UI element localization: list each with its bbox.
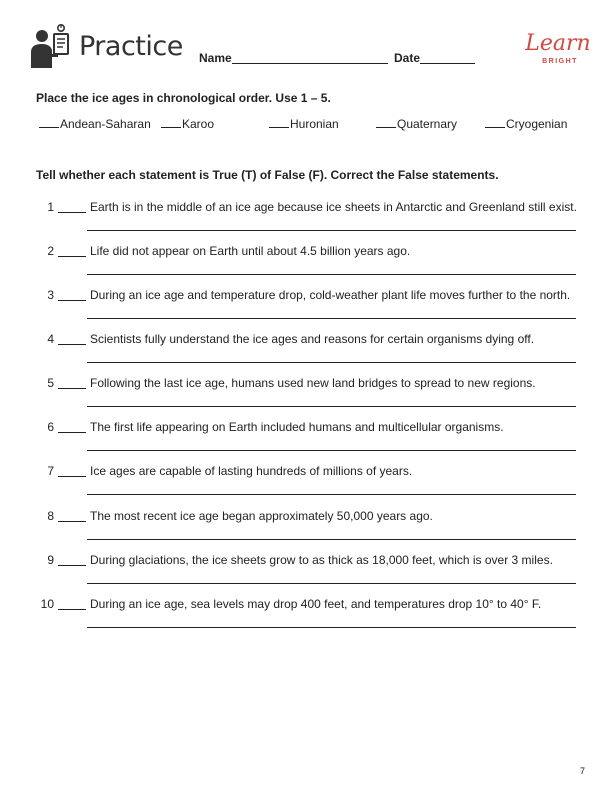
order-item-cryogenian[interactable]: Cryogenian [485,117,567,131]
date-label: Date [394,51,421,65]
answer-blank[interactable] [58,609,86,610]
question-text: Following the last ice age, humans used new land bridges to spread to new regions. [90,376,536,390]
question-number: 5 [47,376,54,390]
order-item-quaternary[interactable]: Quaternary [376,117,457,131]
answer-blank[interactable] [58,388,86,389]
question-number: 8 [47,509,54,523]
question-row [36,288,596,332]
answer-blank[interactable] [58,212,86,213]
question-number: 3 [47,288,54,302]
answer-blank[interactable] [58,344,86,345]
question-row [36,597,596,641]
section2-instruction: Tell whether each statement is True (T) of False (F). Correct the False statements. [36,168,499,182]
order-item-andean-saharan[interactable]: Andean-Saharan [39,117,151,131]
section1-instruction: Place the ice ages in chronological order. Use 1 – 5. [36,91,331,105]
question-text: Earth is in the middle of an ice age because ice sheets in Antarctic and Greenland still exist. [90,200,577,214]
correction-line[interactable] [87,583,576,584]
correction-line[interactable] [87,274,576,275]
question-row [36,244,596,288]
question-row [36,376,596,420]
correction-line[interactable] [87,539,576,540]
question-number: 7 [47,464,54,478]
question-number: 4 [47,332,54,346]
question-number: 10 [40,597,54,611]
date-field[interactable] [420,63,475,64]
answer-blank[interactable] [58,432,86,433]
question-row [36,332,596,376]
order-item-huronian[interactable]: Huronian [269,117,339,131]
name-label: Name [199,51,232,65]
answer-blank[interactable] [58,300,86,301]
correction-line[interactable] [87,494,576,495]
question-text: The most recent ice age began approximately 50,000 years ago. [90,509,433,523]
question-row [36,509,596,553]
correction-line[interactable] [87,406,576,407]
logo-tagline: BRIGHT [542,58,578,65]
question-text: Life did not appear on Earth until about 4.5 billion years ago. [90,244,411,258]
question-row [36,553,596,597]
question-text: Ice ages are capable of lasting hundreds of millions of years. [90,464,413,478]
question-text: During glaciations, the ice sheets grow to as thick as 18,000 feet, which is over 3 miles. [90,553,553,567]
correction-line[interactable] [87,627,576,628]
question-number: 9 [47,553,54,567]
practice-icon [30,24,72,70]
logo-wordmark: Learn [525,31,591,56]
question-row [36,464,596,508]
question-text: During an ice age and temperature drop, cold-weather plant life moves further to the north. [90,288,571,302]
answer-blank[interactable] [58,565,86,566]
order-item-karoo[interactable]: Karoo [161,117,214,131]
learn-bright-logo [520,28,596,68]
question-row [36,200,596,244]
question-number: 1 [47,200,54,214]
correction-line[interactable] [87,450,576,451]
correction-line[interactable] [87,362,576,363]
question-number: 6 [47,420,54,434]
answer-blank[interactable] [58,521,86,522]
page-title: Practice [79,31,183,62]
answer-blank[interactable] [58,256,86,257]
question-row [36,420,596,464]
question-text: Scientists fully understand the ice ages and reasons for certain organisms dying off. [90,332,535,346]
question-text: The first life appearing on Earth included humans and multicellular organisms. [90,420,504,434]
correction-line[interactable] [87,318,576,319]
correction-line[interactable] [87,230,576,231]
question-text: During an ice age, sea levels may drop 400 feet, and temperatures drop 10° to 40° F. [90,597,542,611]
page-number: 7 [580,766,586,776]
answer-blank[interactable] [58,476,86,477]
question-number: 2 [47,244,54,258]
name-field[interactable] [232,63,388,64]
